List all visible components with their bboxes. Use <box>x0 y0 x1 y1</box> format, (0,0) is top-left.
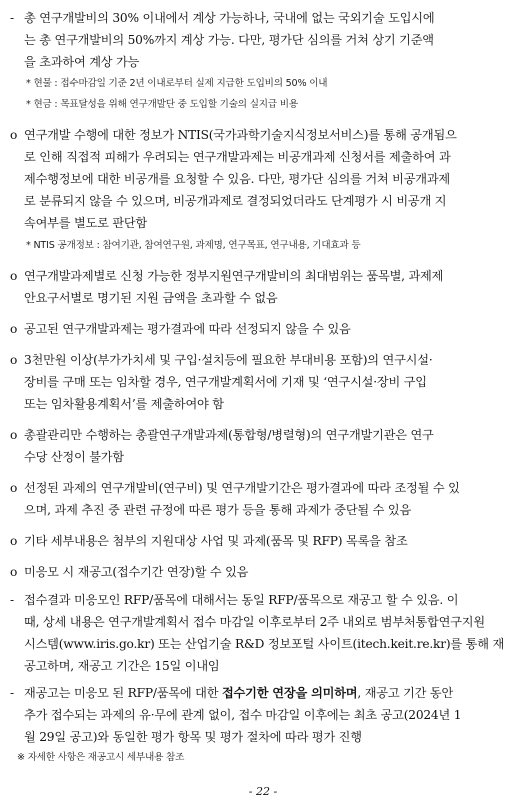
text-line: 제수행정보에 대한 비공개를 요청할 수 있음. 다만, 평가단 심의를 거쳐 비공개과제 <box>24 172 451 186</box>
text-run: 재공고는 미응모 된 RFP/품목에 대한 <box>24 686 222 700</box>
text-line: 연구개발 수행에 대한 정보가 NTIS(국가과학기술지식정보서비스)를 통해 공개됨으 <box>24 128 457 142</box>
note-line: * NTIS 공개정보 : 참여기관, 참여연구원, 과제명, 연구목표, 연구내용, 기대효과 등 <box>26 240 361 251</box>
text-line: 으며, 과제 추진 중 관련 규정에 따른 평가 등을 통해 과제가 중단될 수 있음 <box>24 503 412 517</box>
text-line: 때, 상세 내용은 연구개발계획서 접수 마감일 이후로부터 2주 내외로 범부처통합연구지원 <box>24 615 485 629</box>
text-line: 연구개발과제별로 신청 가능한 정부지원연구개발비의 최대범위는 품목별, 과제제 <box>24 269 444 283</box>
text-line: 총괄관리만 수행하는 총괄연구개발과제(통합형/병렬형)의 연구개발기관은 연구 <box>24 428 434 442</box>
text-line: 선정된 과제의 연구개발비(연구비) 및 연구개발기간은 평가결과에 따라 조정될 수 있 <box>24 481 460 495</box>
bullet-marker: o <box>10 353 18 367</box>
text-line: 3천만원 이상(부가가치세 및 구입·설치등에 필요한 부대비용 포함)의 연구시설· <box>24 353 433 367</box>
text-line: 추가 접수되는 과제의 유·무에 관계 없이, 접수 마감일 이후에는 최초 공고(2024년 1 <box>24 708 462 722</box>
bullet-marker: o <box>10 128 18 142</box>
reference-note: ※ 자세한 사항은 재공고시 세부내용 참조 <box>17 752 185 763</box>
text-line <box>24 682 453 704</box>
text-line: 공고하며, 재공고 기간은 15일 이내임 <box>24 659 220 673</box>
text-line: 총 연구개발비의 30% 이내에서 계상 가능하나, 국내에 없는 국외기술 도입시에 <box>24 11 435 25</box>
dash-marker: - <box>10 593 14 607</box>
emphasis-text: 접수기한 연장을 의미하며 <box>221 686 358 700</box>
bullet-marker: o <box>10 565 18 579</box>
text-line: 또는 임차활용계획서’를 제출하여야 함 <box>24 397 224 411</box>
text-line: 로 인해 직접적 피해가 우려되는 연구개발과제는 비공개과제 신청서를 제출하여 과 <box>24 150 451 164</box>
text-line: 접수결과 미응모인 RFP/품목에 대해서는 동일 RFP/품목으로 재공고 할 수 있음. 이 <box>24 593 459 607</box>
text-line: 월 29일 공고)와 동일한 평가 항목 및 평가 절차에 따라 평가 진행 <box>24 730 362 744</box>
page-number: - 22 - <box>248 785 278 798</box>
bullet-marker: o <box>10 428 18 442</box>
text-line: 안요구서별로 명기된 지원 금액을 초과할 수 없음 <box>24 291 278 305</box>
dash-marker: - <box>10 686 14 700</box>
text-line: 공고된 연구개발과제는 평가결과에 따라 선정되지 않을 수 있음 <box>24 322 351 336</box>
text-line: 속여부를 별도로 판단함 <box>24 216 148 230</box>
text-line: 는 총 연구개발비의 50%까지 계상 가능. 다만, 평가단 심의를 거쳐 상기 기준액 <box>24 33 434 47</box>
text-line: 시스템(www.iris.go.kr) 또는 산업기술 R&D 정보포털 사이트(itech.keit.re.kr)를 통해 재 <box>24 637 505 651</box>
note-line: * 현물 : 접수마감일 기준 2년 이내로부터 실제 지급한 도입비의 50% 이내 <box>26 78 328 89</box>
text-line: 기타 세부내용은 첨부의 지원대상 사업 및 과제(품목 및 RFP) 목록을 참조 <box>24 534 408 548</box>
text-line: 로 분류되지 않을 수 있으며, 비공개과제로 결정되었더라도 단계평가 시 비공개 지 <box>24 194 447 208</box>
bullet-marker: o <box>10 322 18 336</box>
text-run: , 재공고 기간 동안 <box>357 686 454 700</box>
note-line: * 현금 : 목표달성을 위해 연구개발단 중 도입할 기술의 실지급 비용 <box>26 99 298 110</box>
text-line: 미응모 시 재공고(접수기간 연장)할 수 있음 <box>24 565 249 579</box>
bullet-marker: o <box>10 534 18 548</box>
text-line: 장비를 구매 또는 임차할 경우, 연구개발계획서에 기재 및 ‘연구시설·장비 구입 <box>24 375 427 389</box>
bullet-marker: o <box>10 481 18 495</box>
text-line: 을 초과하여 계상 가능 <box>24 55 140 69</box>
bullet-marker: o <box>10 269 18 283</box>
dash-marker: - <box>10 11 14 25</box>
text-line: 수당 산정이 불가함 <box>24 450 124 464</box>
